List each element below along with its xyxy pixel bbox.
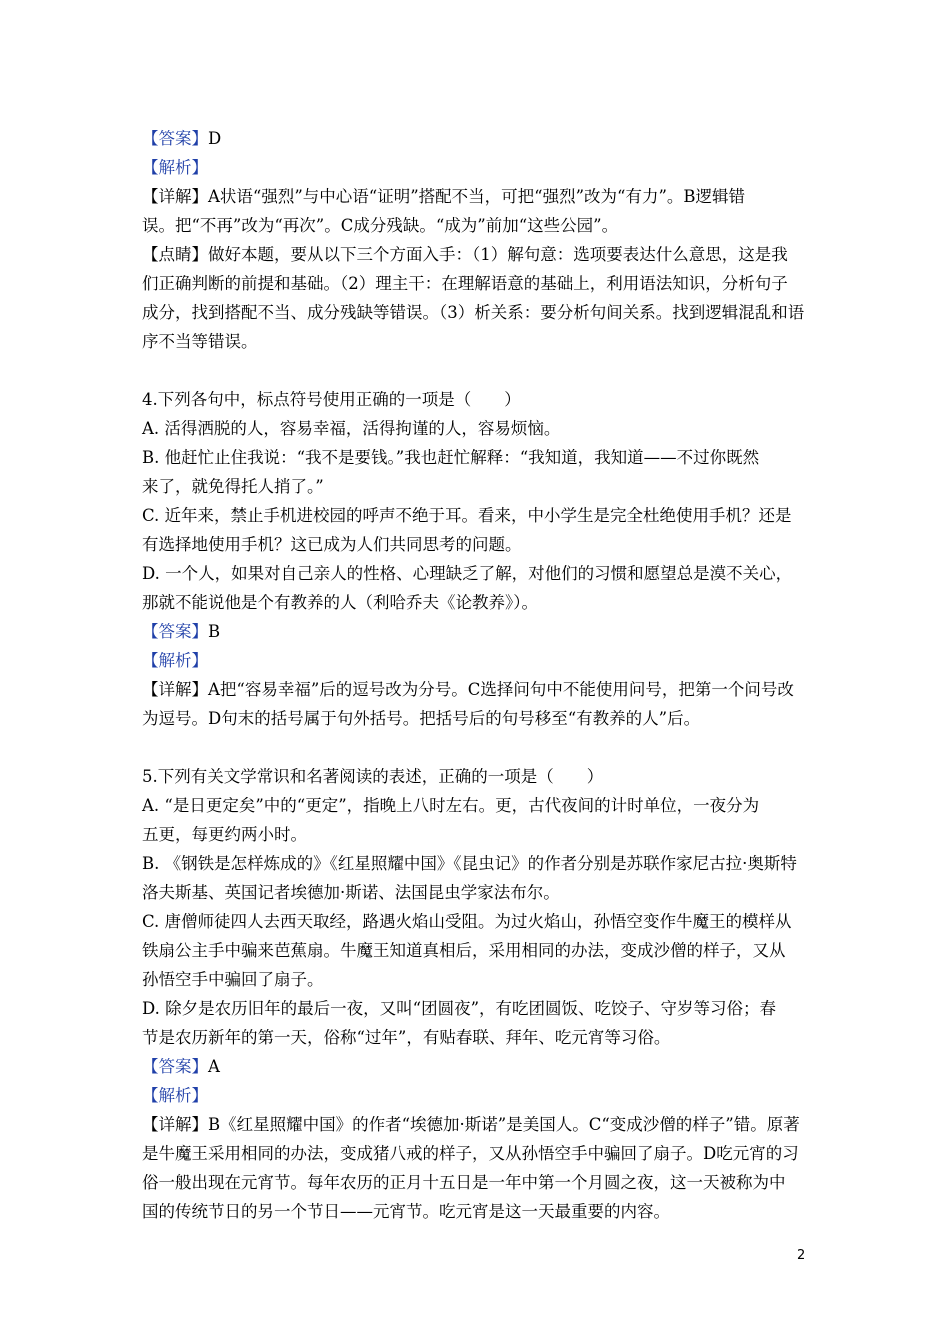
q5-analysis (142, 1081, 810, 1110)
q5-option-line: 五更，每更约两小时。 (142, 825, 307, 844)
q5-option-line: B. 《钢铁是怎样炼成的》《红星照耀中国》《昆虫记》的作者分别是苏联作家尼古拉·奥斯特 (142, 854, 797, 873)
q5-option-line: 铁扇公主手中骗来芭蕉扇。牛魔王知道真相后，采用相同的办法，变成沙僧的样子，又从 (142, 941, 786, 960)
q5-option-line: 节是农历新年的第一天，俗称“过年”，有贴春联、拜年、吃元宵等习俗。 (142, 1028, 671, 1047)
q3-detail-line: 误。把“不再”改为“再次”。C成分残缺。“成为”前加“这些公园”。 (142, 216, 619, 235)
answer-tag: 【答案】 (142, 1057, 208, 1076)
answer-value: B (208, 622, 221, 641)
spacer (142, 356, 810, 385)
page-content (142, 124, 810, 1226)
q4-option-line: 有选择地使用手机？这已成为人们共同思考的问题。 (142, 535, 522, 554)
q5-stem: 5.下列有关文学常识和名著阅读的表述，正确的一项是（ ） (142, 767, 604, 786)
answer-value: D (208, 129, 222, 148)
q5-option-line: A. “是日更定矣”中的“更定”，指晚上八时左右。更，古代夜间的计时单位，一夜分为 (142, 796, 760, 815)
q5-option-line: 洛夫斯基、英国记者埃德加·斯诺、法国昆虫学家法布尔。 (142, 883, 560, 902)
q5-option-line: 孙悟空手中骗回了扇子。 (142, 970, 324, 989)
page-number: 2 (797, 1248, 806, 1263)
tip-text: 做好本题，要从以下三个方面入手：（1）解句意：选项要表达什么意思，这是我 (208, 245, 788, 264)
q5-option-line: C. 唐僧师徒四人去西天取经，路遇火焰山受阻。为过火焰山，孙悟空变作牛魔王的模样从 (142, 912, 792, 931)
q5-answer (142, 1052, 810, 1081)
q4-answer (142, 617, 810, 646)
q3-tip-line (142, 240, 810, 269)
q5-detail-line: 国的传统节日的另一个节日——元宵节。吃元宵是这一天最重要的内容。 (142, 1202, 670, 1221)
q4-analysis (142, 646, 810, 675)
q4-option-line: C. 近年来，禁止手机进校园的呼声不绝于耳。看来，中小学生是完全杜绝使用手机？还是 (142, 506, 792, 525)
detail-text: B《红星照耀中国》的作者“埃德加·斯诺”是美国人。C“变成沙僧的样子”错。原著 (208, 1115, 800, 1134)
answer-tag: 【答案】 (142, 129, 208, 148)
detail-text: A状语“强烈”与中心语“证明”搭配不当，可把“强烈”改为“有力”。B逻辑错 (208, 187, 746, 206)
answer-value: A (208, 1057, 220, 1076)
q5-option-line: D. 除夕是农历旧年的最后一夜，又叫“团圆夜”，有吃团圆饭、吃饺子、守岁等习俗；春 (142, 999, 777, 1018)
q3-answer (142, 124, 810, 153)
analysis-tag: 【解析】 (142, 158, 208, 177)
detail-tag: 【详解】 (142, 680, 208, 699)
spacer (142, 733, 810, 762)
q5-detail-line (142, 1110, 810, 1139)
detail-tag: 【详解】 (142, 187, 208, 206)
tip-tag: 【点睛】 (142, 245, 208, 264)
q5-detail-line: 俗一般出现在元宵节。每年农历的正月十五日是一年中第一个月圆之夜，这一天被称为中 (142, 1173, 786, 1192)
q4-option-line: B. 他赶忙止住我说：“我不是要钱。”我也赶忙解释：“我知道，我知道——不过你既然 (142, 448, 760, 467)
detail-text: A把“容易幸福”后的逗号改为分号。C选择问句中不能使用问号，把第一个问号改 (208, 680, 794, 699)
q4-option-line: 来了，就免得托人捎了。” (142, 477, 324, 496)
answer-tag: 【答案】 (142, 622, 208, 641)
q3-analysis (142, 153, 810, 182)
q3-tip-line: 序不当等错误。 (142, 332, 258, 351)
q4-detail-line (142, 675, 810, 704)
q4-option-line: 那就不能说他是个有教养的人（利哈乔夫《论教养》）。 (142, 593, 538, 612)
analysis-tag: 【解析】 (142, 651, 208, 670)
detail-tag: 【详解】 (142, 1115, 208, 1134)
q4-option-line: A. 活得洒脱的人，容易幸福，活得拘谨的人，容易烦恼。 (142, 419, 561, 438)
q4-detail-line: 为逗号。D句末的括号属于句外括号。把括号后的句号移至“有教养的人”后。 (142, 709, 701, 728)
q3-detail-line (142, 182, 810, 211)
q3-tip-line: 们正确判断的前提和基础。（2）理主干：在理解语意的基础上，利用语法知识，分析句子 (142, 274, 788, 293)
q4-option-line: D. 一个人，如果对自己亲人的性格、心理缺乏了解，对他们的习惯和愿望总是漠不关心， (142, 564, 793, 583)
q4-stem: 4.下列各句中，标点符号使用正确的一项是（ ） (142, 390, 521, 409)
q3-tip-line: 成分，找到搭配不当、成分残缺等错误。（3）析关系：要分析句间关系。找到逻辑混乱和语 (142, 303, 805, 322)
q5-detail-line: 是牛魔王采用相同的办法，变成猪八戒的样子，又从孙悟空手中骗回了扇子。D吃元宵的习 (142, 1144, 799, 1163)
analysis-tag: 【解析】 (142, 1086, 208, 1105)
